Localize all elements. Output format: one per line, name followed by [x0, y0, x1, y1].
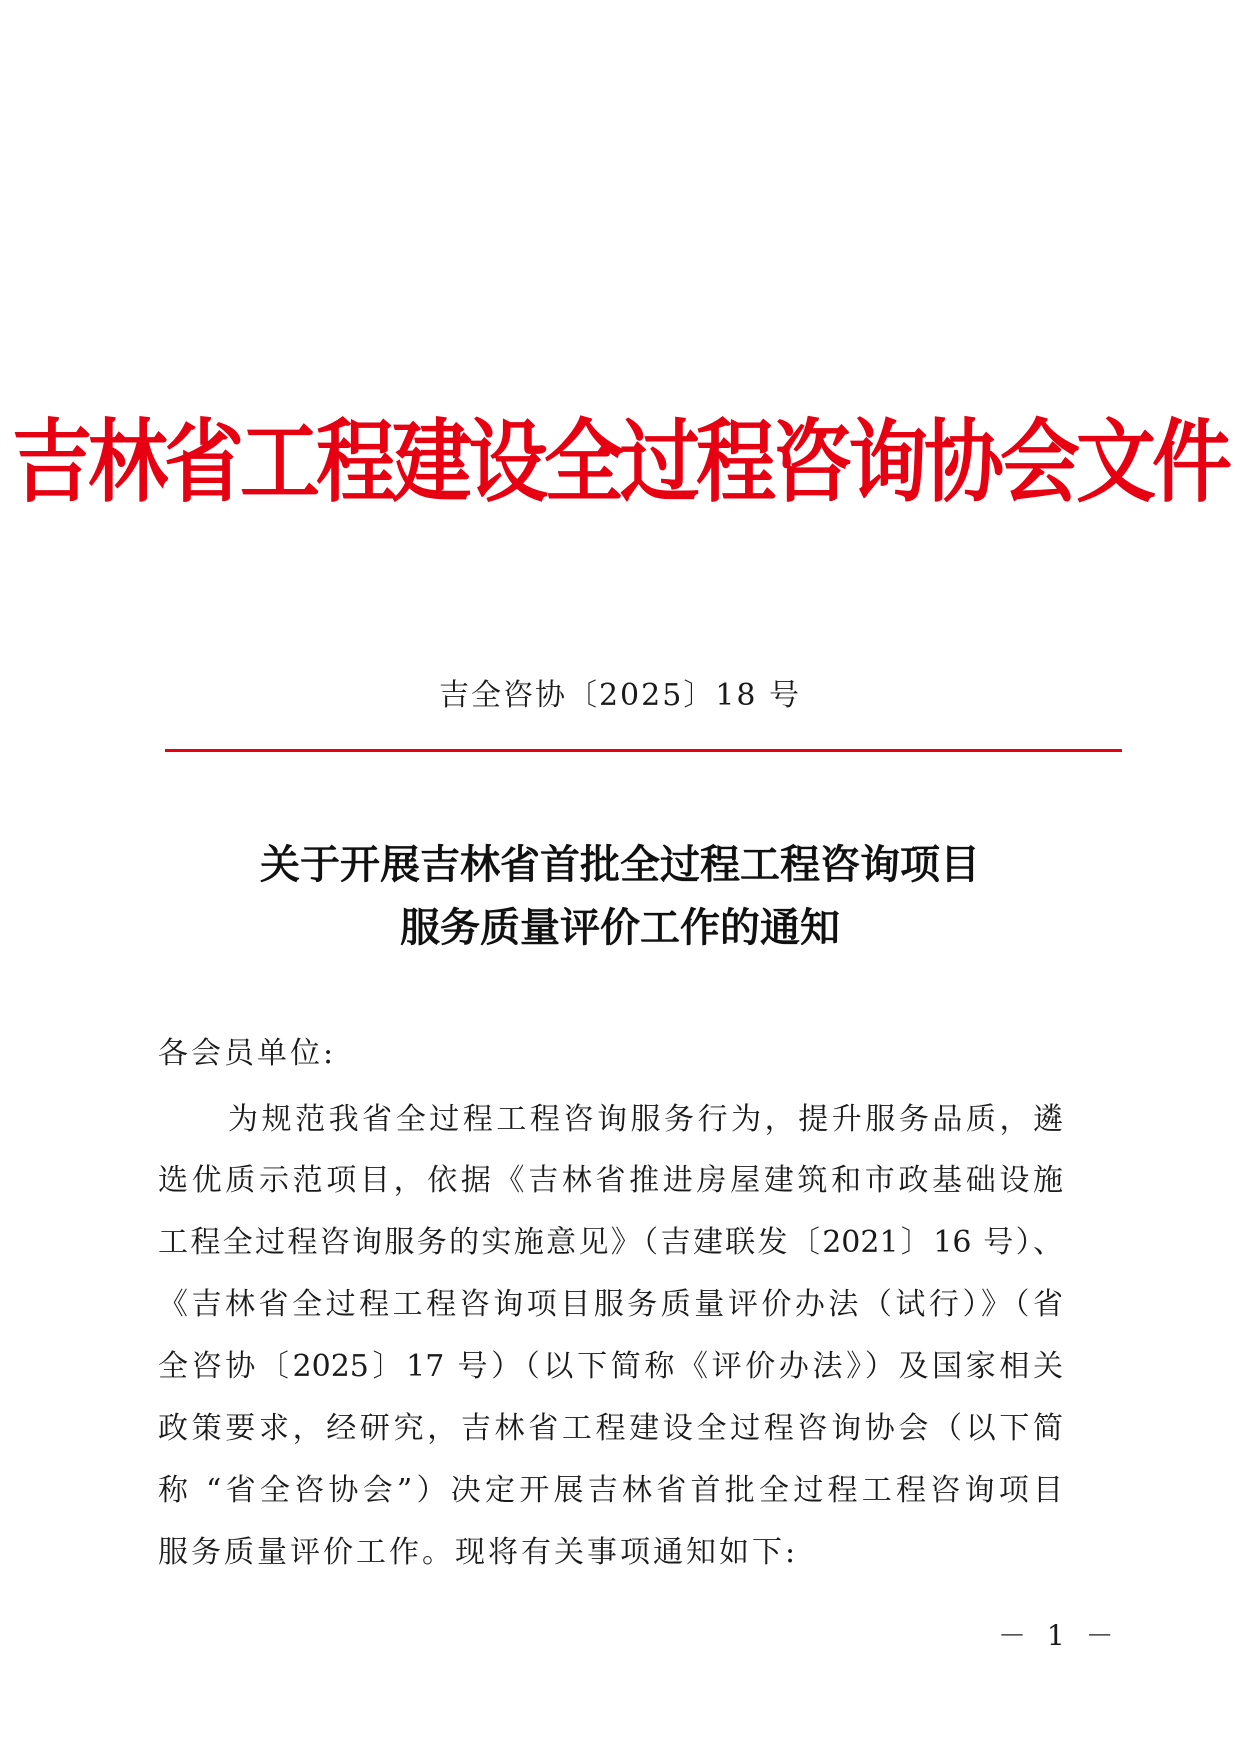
- masthead-title: 吉林省工程建设全过程咨询协会文件: [12, 410, 1228, 515]
- body-line-1: 为规范我省全过程工程咨询服务行为，提升服务品质，遴: [228, 1102, 1063, 1137]
- body-line-4: 《吉林省全过程工程咨询项目服务质量评价办法（试行）》（省: [158, 1287, 1063, 1322]
- notice-title-line-1: 关于开展吉林省首批全过程工程咨询项目: [260, 841, 980, 888]
- body-line-8: 服务质量评价工作。现将有关事项通知如下:: [158, 1535, 799, 1570]
- body-line-2: 选优质示范项目，依据《吉林省推进房屋建筑和市政基础设施: [158, 1163, 1063, 1198]
- body-line-6: 政策要求，经研究，吉林省工程建设全过程咨询协会（以下简: [158, 1411, 1063, 1446]
- body-line-5: 全咨协〔2025〕17 号）（以下简称《评价办法》）及国家相关: [158, 1349, 1063, 1384]
- body-line-7: 称 “省全咨协会”）决定开展吉林省首批全过程工程咨询项目: [158, 1473, 1063, 1508]
- document-number: 吉全咨协〔2025〕18 号: [438, 678, 802, 713]
- red-divider-line: [165, 749, 1122, 752]
- page-number: － 1 －: [998, 1619, 1120, 1652]
- notice-title-line-2: 服务质量评价工作的通知: [400, 904, 840, 951]
- body-line-3: 工程全过程咨询服务的实施意见》（吉建联发〔2021〕16 号）、: [158, 1225, 1063, 1260]
- salutation: 各会员单位:: [158, 1036, 337, 1071]
